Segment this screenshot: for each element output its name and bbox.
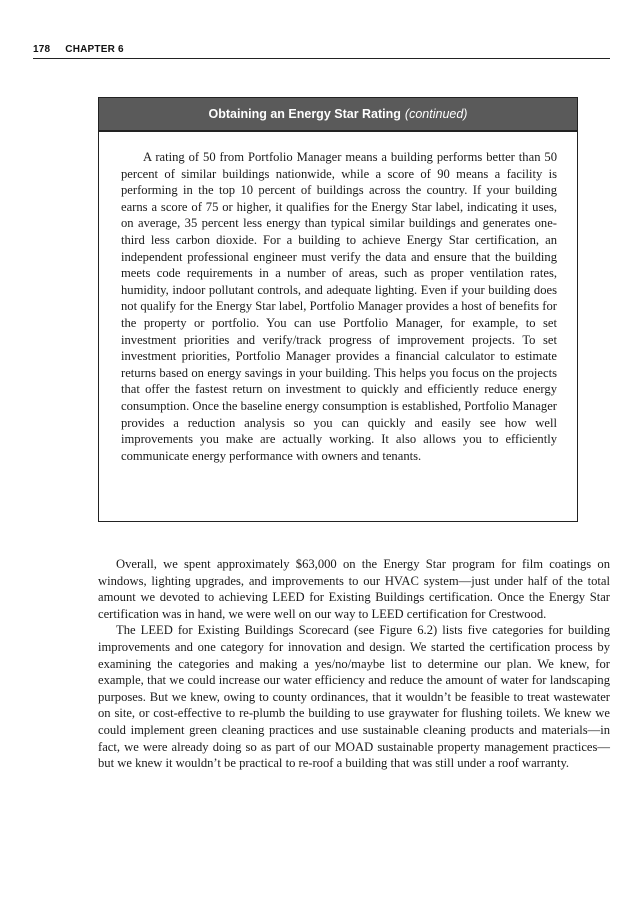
sidebar-title-suffix: (continued) (404, 107, 468, 121)
sidebar-title: Obtaining an Energy Star Rating (208, 107, 401, 121)
page-number: 178 (33, 44, 51, 55)
body-paragraph: The LEED for Existing Buildings Scorecard (see Figure 6.2) lists five categories for building improvements and one category for innovation and design. We started the certification process by examining the categories and making a yes/no/maybe list to determine our plan. We knew, for example, that we could increase our water efficiency and reduce the amount of water for landscaping purposes. But we knew, owing to county ordinances, that it wouldn’t be feasible to treat wastewater on site, or cost-effective to re-plumb the building to use graywater for flushing toilets. We knew we could implement green cleaning practices and use sustainable cleaning products and materials—in fact, we were already doing so as part of our MOAD sustainable property management practices—but we knew it wouldn’t be practical to re-roof a building that was still under a roof warranty. (98, 623, 610, 771)
chapter-label: CHAPTER 6 (65, 44, 124, 55)
sidebar-header (99, 98, 577, 132)
main-body-text (98, 556, 610, 772)
sidebar-box (98, 97, 578, 522)
sidebar-body (99, 132, 577, 464)
body-paragraph: Overall, we spent approximately $63,000 on the Energy Star program for film coatings on windows, lighting upgrades, and improvements to our HVAC system—just under half of the total amount we devoted to achieving LEED for Existing Buildings certification. Once the Energy Star certification was in hand, we were well on our way to LEED certification for Crestwood. (98, 557, 610, 621)
sidebar-paragraph: A rating of 50 from Portfolio Manager means a building performs better than 50 percent of similar buildings nationwide, while a score of 90 means a facility is performing in the top 10 percent of buildings across the country. If your building earns a score of 75 or higher, it qualifies for the Energy Star label, indicating it uses, on average, 35 percent less energy than typical similar buildings and generates one-third less carbon dioxide. For a building to achieve Energy Star certification, an independent professional engineer must verify the data and ensure that the building meets code requirements in a number of areas, such as proper ventilation rates, humidity, indoor pollutant controls, and adequate lighting. Even if your building does not qualify for the Energy Star label, Portfolio Manager provides a host of benefits for the property or portfolio. You can use Portfolio Manager, for example, to set investment priorities and verify/track progress of improvement projects. To set investment priorities, Portfolio Manager provides a financial calculator to estimate returns based on energy savings in your building. This helps you focus on the projects that offer the fastest return on investment to quickly and efficiently reduce energy consumption. Once the baseline energy consumption is established, Portfolio Manager provides a reduction analysis so you can quickly and easily see how well improvements you make are actually working. It also allows you to efficiently communicate energy performance with owners and tenants. (121, 150, 557, 463)
running-header (33, 44, 610, 59)
